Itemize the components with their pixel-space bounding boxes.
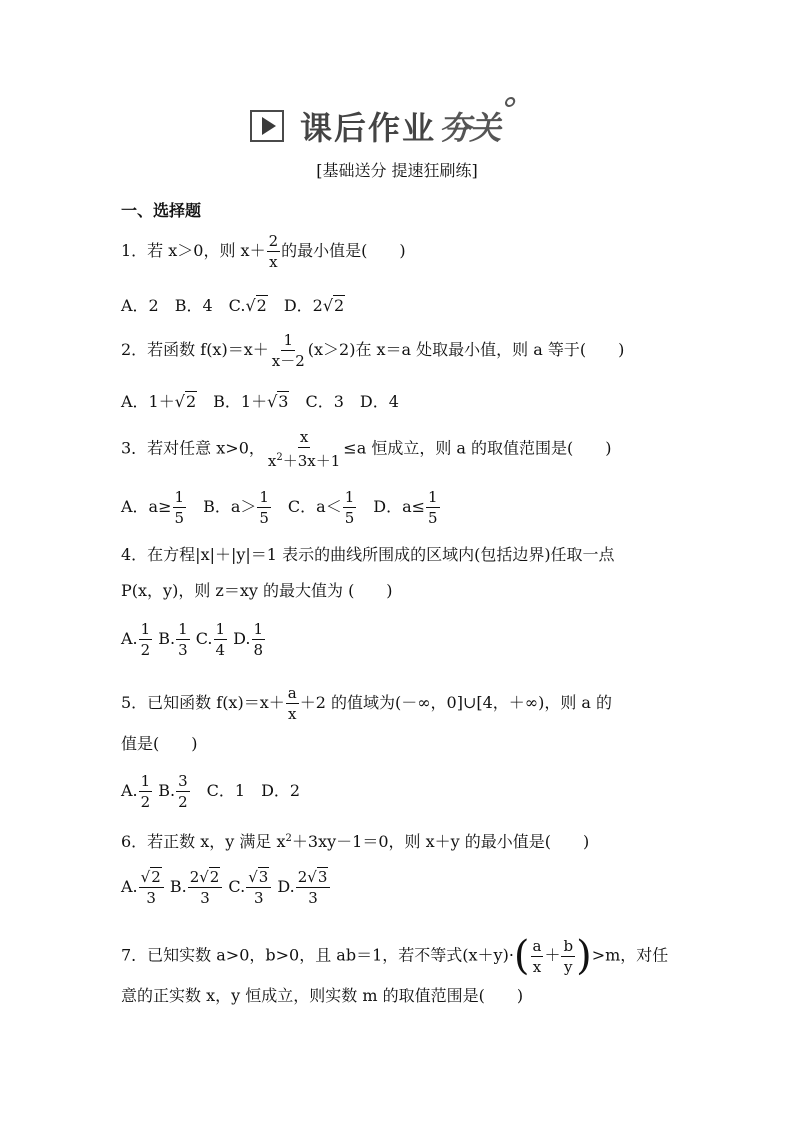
question-4-line-1: 4．在方程|x|＋|y|＝1 表示的曲线所围成的区域内(包括边界)任取一点 <box>121 545 615 564</box>
question-4-line-2: P(x，y)，则 z＝xy 的最大值为 ( ) <box>121 581 393 600</box>
play-icon <box>250 110 284 142</box>
question-5: 5．已知函数 f(x)＝x＋ $\frac{a}{x}$ ＋2 的值域为(－∞，0]∪[4，＋∞)，则 a 的 <box>121 684 613 723</box>
subtitle: [基础送分 提速狂刷练] <box>316 161 478 180</box>
question-1: 1．若 x＞0，则 x＋ $\frac{2}{x}$ 的最小值是( ) <box>121 232 406 271</box>
banner-logo: 夯关 <box>437 103 507 149</box>
question-5-options: A. $\frac{1}{2}$ B. $\frac{3}{2}$ C．1 D．2 <box>121 772 301 811</box>
fraction: $\frac{1}{x-2}$ <box>271 331 305 370</box>
question-2-options: A．1＋√2 B．1＋√3 C．3 D．4 <box>121 392 399 411</box>
question-3: 3．若对任意 x>0， $\frac{x}{x^2+3x+1}$ ≤a 恒成立，则 a 的取值范围是( ) <box>121 428 612 470</box>
logo-dot-icon <box>504 97 516 107</box>
question-6-options: A. $\frac{√2}{3}$ B. $\frac{2√2}{3}$ C. $\frac{√3}{3}$ D. $\frac{2√3}{3}$ <box>121 868 331 907</box>
question-7-line-2: 意的正实数 x，y 恒成立，则实数 m 的取值范围是( ) <box>121 986 524 1005</box>
fraction: $\frac{x}{x^2+3x+1}$ <box>267 428 341 470</box>
question-6: 6．若正数 x，y 满足 $x^2+3xy-1=0$，则 x＋y 的最小值是( ) <box>121 832 590 851</box>
banner-title: 课后作业 <box>300 109 437 147</box>
question-3-options: A．a≥ $\frac{1}{5}$ B．a＞ $\frac{1}{5}$ C．a＜ $\frac{1}{5}$ D．a≤ $\frac{1}{5}$ <box>121 488 438 527</box>
question-1-options: A．2 B．4 C.√2 D．2√2 <box>121 296 345 315</box>
fraction: $\frac{2}{x}$ <box>268 232 279 271</box>
question-5-line-2: 值是( ) <box>121 734 198 753</box>
question-7: 7．已知实数 a>0，b>0，且 ab＝1，若不等式(x＋y)·( $\frac{a}{x}$ ＋ $\frac{b}{y}$ )>m，对任 <box>121 933 669 979</box>
question-2: 2．若函数 f(x)＝x＋ $\frac{1}{x-2}$ (x＞2)在 x＝a 处取最小值，则 a 等于( ) <box>121 331 625 370</box>
fraction: $\frac{a}{x}$ <box>287 684 297 723</box>
header-banner <box>250 106 506 147</box>
section-title: 一、选择题 <box>121 201 202 220</box>
question-4-options: A. $\frac{1}{2}$ B. $\frac{1}{3}$ C. $\frac{1}{4}$ D. $\frac{1}{8}$ <box>121 620 264 659</box>
